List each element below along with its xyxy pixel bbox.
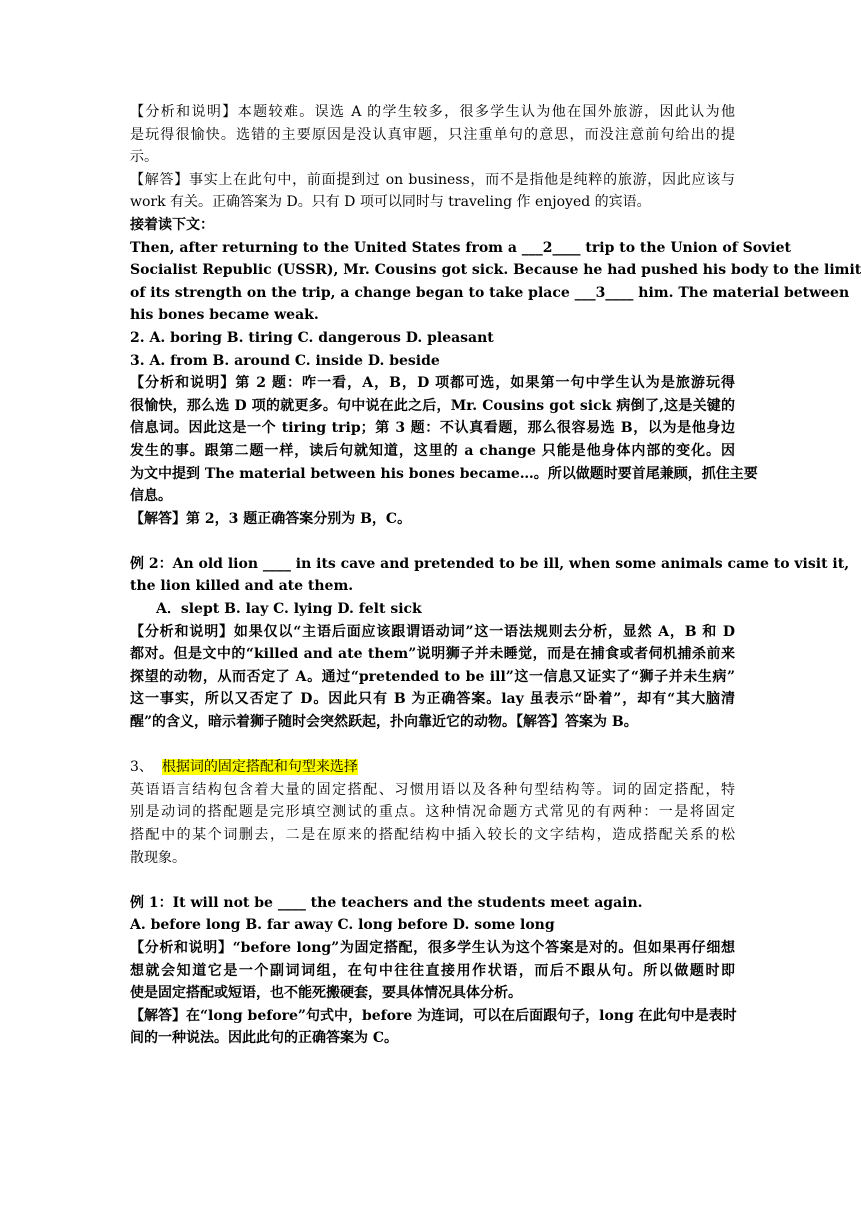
blank-line xyxy=(130,530,735,553)
passage-line: his bones became weak. xyxy=(130,307,319,324)
document-page xyxy=(130,101,861,1050)
text-line: 想就会知道它是一个副词词组，在句中往往直接用作状语，而后不跟从句。所以做题时即 xyxy=(130,962,735,979)
analysis-paragraph-3: 【分析和说明】如果仅以“主语后面应该跟谓语动词”这一语法规则去分析，显然 A，B 和 D xyxy=(130,623,735,640)
text-line: 示。 xyxy=(130,149,158,166)
text-line: 使是固定搭配或短语，也不能死搬硬套，要具体情况具体分析。 xyxy=(130,985,522,1002)
text-line: 散现象。 xyxy=(130,849,186,866)
text-line: 发生的事。跟第二题一样，读后句就知道，这里的 a change 只能是他身体内部的变化。因 xyxy=(130,442,735,459)
text-line: 搭配中的某个词删去，二是在原来的搭配结构中插入较长的文字结构，造成搭配关系的松 xyxy=(130,827,735,843)
blank-line xyxy=(130,869,735,892)
text-line: 间的一种说法。因此此句的正确答案为 C。 xyxy=(130,1030,399,1047)
answer-paragraph-2: 【解答】第 2，3 题正确答案分别为 B，C。 xyxy=(130,510,412,527)
passage-line: Socialist Republic (USSR), Mr. Cousins got sick. Because he had pushed his body to the limit xyxy=(130,262,861,279)
section-number: 3、 xyxy=(130,759,153,776)
text-line: 信息。 xyxy=(130,488,172,505)
text-line: 别是动词的搭配题是完形填空测试的重点。这种情况命题方式常见的有两种：一是将固定 xyxy=(130,804,735,821)
text-line: 是玩得很愉快。选错的主要原因是没认真审题，只注重单句的意思，而没注意前句给出的提 xyxy=(130,126,735,143)
text-line: 为文中提到 The material between his bones became…。所以做题时要首尾兼顾，抓住主要 xyxy=(130,465,758,482)
section-title: 根据词的固定搭配和句型来选择 xyxy=(161,759,358,776)
analysis-paragraph-2: 【分析和说明】第 2 题：咋一看，A，B，D 项都可选，如果第一句中学生认为是旅游玩得 xyxy=(130,375,735,392)
text-line: 很愉快，那么选 D 项的就更多。句中说在此之后，Mr. Cousins got sick 病倒了,这是关键的 xyxy=(130,397,735,414)
text-line: 信息词。因此这是一个 tiring trip；第 3 题：不认真看题，那么很容易选 B，以为是他身边 xyxy=(130,420,735,437)
text-line: 都对。但是文中的“killed and ate them”说明狮子并未睡觉，而是在捕食或者伺机捕杀前来 xyxy=(130,646,735,663)
continue-reading-heading: 接着读下文： xyxy=(130,216,214,233)
analysis-paragraph-1: 【分析和说明】本题较难。误选 A 的学生较多，很多学生认为他在国外旅游，因此认为他 xyxy=(130,104,735,120)
section-3-heading xyxy=(130,756,735,779)
text-line: 这一事实，所以又否定了 D。因此只有 B 为正确答案。lay 虽表示“卧着”，却有“其大脑清 xyxy=(130,691,735,708)
question-2-options: 2. A. boring B. tiring C. dangerous D. pleasant xyxy=(130,329,494,346)
text-line: 探望的动物，从而否定了 A。通过“pretended to be ill”这一信息又证实了“狮子并未生病” xyxy=(130,668,735,685)
answer-paragraph-4: 【解答】在“long before”句式中，before 为连词，可以在后面跟句子，long 在此句中是表时 xyxy=(130,1007,737,1024)
example-2-options: A．slept B. lay C. lying D. felt sick xyxy=(156,601,422,618)
analysis-paragraph-4: 【分析和说明】“before long”为固定搭配，很多学生认为这个答案是对的。但如果再仔细想 xyxy=(130,939,735,956)
text-line: 醒”的含义，暗示着狮子随时会突然跃起，扑向靠近它的动物。【解答】答案为 B。 xyxy=(130,714,638,731)
passage-line: of its strength on the trip, a change began to take place ___3____ him. The material between xyxy=(130,284,850,301)
answer-paragraph-1: 【解答】事实上在此句中，前面提到过 on business，而不是指他是纯粹的旅游，因此应该与 xyxy=(130,171,735,188)
example-1-question: 例 1：It will not be ____ the teachers and the students meet again. xyxy=(130,894,643,911)
blank-line xyxy=(130,734,735,757)
passage-line: Then, after returning to the United States from a ___2____ trip to the Union of Soviet xyxy=(130,239,791,256)
question-3-options: 3. A. from B. around C. inside D. beside xyxy=(130,352,440,369)
text-line: work 有关。正确答案为 D。只有 D 项可以同时与 traveling 作 enjoyed 的宾语。 xyxy=(130,194,651,211)
example-2-question: 例 2：An old lion ____ in its cave and pretended to be ill, when some animals came to visit it, xyxy=(130,555,850,572)
example-1-options: A. before long B. far away C. long before D. some long xyxy=(130,917,555,934)
text-line: the lion killed and ate them. xyxy=(130,578,354,595)
section-3-paragraph: 英语语言结构包含着大量的固定搭配、习惯用语以及各种句型结构等。词的固定搭配，特 xyxy=(130,781,735,798)
